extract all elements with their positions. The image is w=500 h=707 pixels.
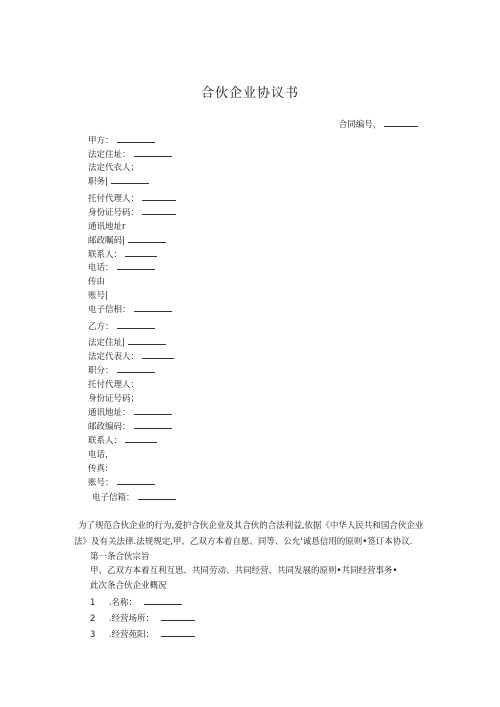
party-field-blank: [117, 134, 155, 143]
party-field-label: 职务|: [88, 177, 108, 187]
party-field-row: [92, 491, 176, 503]
party-field-label: 法定代表人：: [88, 352, 140, 362]
party-field-label: 传由: [88, 277, 106, 287]
party-field-label: 身份证号码；: [88, 394, 140, 404]
party-field-blank: [111, 175, 149, 184]
overview-item: [90, 596, 182, 608]
party-field-label: 联系人：: [88, 250, 123, 260]
party-field-blank: [117, 476, 155, 485]
party-field-row: [88, 336, 166, 348]
overview-item: [90, 628, 195, 640]
overview-item-label: .经营苑阳：: [108, 630, 155, 640]
party-field-label: 电子信箱：: [92, 493, 135, 503]
party-field-blank: [134, 148, 172, 157]
party-field-row: [88, 350, 174, 362]
party-field-row: [88, 192, 176, 204]
intro-paragraph-line-2: 法》及有关法律.法规规定,甲、乙双方本着自愿、同等、公允'诚恳信用的原则•签订本协议.: [74, 537, 413, 547]
party-field-row: [88, 220, 126, 232]
party-field-label: 法定住址：: [88, 150, 131, 160]
party-field-blank: [117, 320, 155, 329]
party-field-label: 托付代理人：: [88, 194, 140, 204]
party-field-row: [88, 148, 172, 160]
overview-item-blank: [161, 612, 195, 621]
article-1-text: 甲、乙双方本着互利互思、共同劳动、共同经营、共同发展的原则•共同经营事务•: [90, 566, 398, 576]
party-field-row: [88, 462, 108, 474]
overview-item-number: 3: [90, 630, 96, 640]
party-field-label: 甲方：: [88, 136, 114, 146]
party-field-label: 邮政编码：: [88, 422, 131, 432]
overview-item-number: 1: [90, 598, 96, 608]
party-field-row: [88, 275, 105, 287]
party-field-row: [88, 378, 139, 390]
party-field-blank: [117, 261, 155, 270]
party-field-row: [88, 161, 139, 173]
article-2-title: 此次条合伙企业概况: [90, 581, 167, 591]
party-field-label: 托付代理人：: [88, 380, 140, 390]
party-field-row: [88, 476, 155, 488]
party-field-label: 通讯地址r: [88, 222, 126, 232]
party-field-label: 账号：: [88, 478, 114, 488]
overview-item-number: 2: [90, 614, 96, 624]
party-field-blank: [134, 420, 172, 429]
party-field-row: [88, 320, 155, 332]
party-field-label: 账号|: [88, 291, 108, 301]
party-field-blank: [125, 434, 157, 443]
party-field-row: [88, 289, 108, 301]
party-field-blank: [125, 248, 157, 257]
overview-item-blank: [161, 628, 195, 637]
party-field-label: 法定住址|: [88, 338, 125, 348]
party-field-label: 电话，: [88, 450, 114, 460]
party-field-label: 邮政瞩码|: [88, 236, 125, 246]
party-field-blank: [128, 234, 166, 243]
party-field-row: [88, 248, 157, 260]
party-field-label: 联系人：: [88, 436, 123, 446]
party-field-row: [88, 134, 155, 146]
party-field-blank: [142, 206, 176, 215]
party-field-row: [88, 434, 157, 446]
party-field-row: [88, 261, 155, 273]
party-field-blank: [134, 303, 172, 312]
party-field-blank: [117, 364, 155, 373]
article-1-title: 第一条合伙宗旨: [90, 552, 150, 562]
contract-number: [339, 118, 418, 130]
party-field-blank: [142, 192, 176, 201]
party-field-label: 乙方：: [88, 322, 114, 332]
party-field-blank: [134, 406, 172, 415]
party-field-label: 职分：: [88, 366, 114, 376]
overview-item: [90, 612, 195, 624]
party-field-row: [88, 406, 172, 418]
contract-number-blank: [384, 118, 418, 127]
document-title: 合伙企业协议书: [200, 86, 299, 101]
party-field-blank: [142, 350, 174, 359]
party-field-row: [88, 448, 114, 460]
party-field-label: 电话：: [88, 263, 114, 273]
party-field-row: [88, 392, 139, 404]
overview-item-blank: [144, 596, 182, 605]
contract-number-label: 合同编号，: [338, 120, 382, 130]
intro-paragraph-line-1: 为了规范合伙企业的行为,爱护合伙企业及其合伙的合法利益,依据《中华人民共和国合伙企业: [78, 521, 424, 531]
overview-item-label: .经营场所：: [108, 614, 155, 624]
party-field-row: [88, 234, 166, 246]
party-field-label: 身份证号码：: [88, 208, 140, 218]
party-field-blank: [138, 491, 176, 500]
party-field-row: [88, 175, 149, 187]
party-field-row: [88, 303, 172, 315]
party-field-label: 传真:: [88, 464, 108, 474]
overview-item-label: .名称：: [108, 598, 138, 608]
party-field-blank: [128, 336, 166, 345]
party-field-row: [88, 420, 172, 432]
party-field-label: 法定代衣人；: [88, 163, 140, 173]
party-field-row: [88, 206, 176, 218]
party-field-label: 电子信相：: [88, 305, 131, 315]
party-field-row: [88, 364, 155, 376]
party-field-label: 通讯地址：: [88, 408, 131, 418]
